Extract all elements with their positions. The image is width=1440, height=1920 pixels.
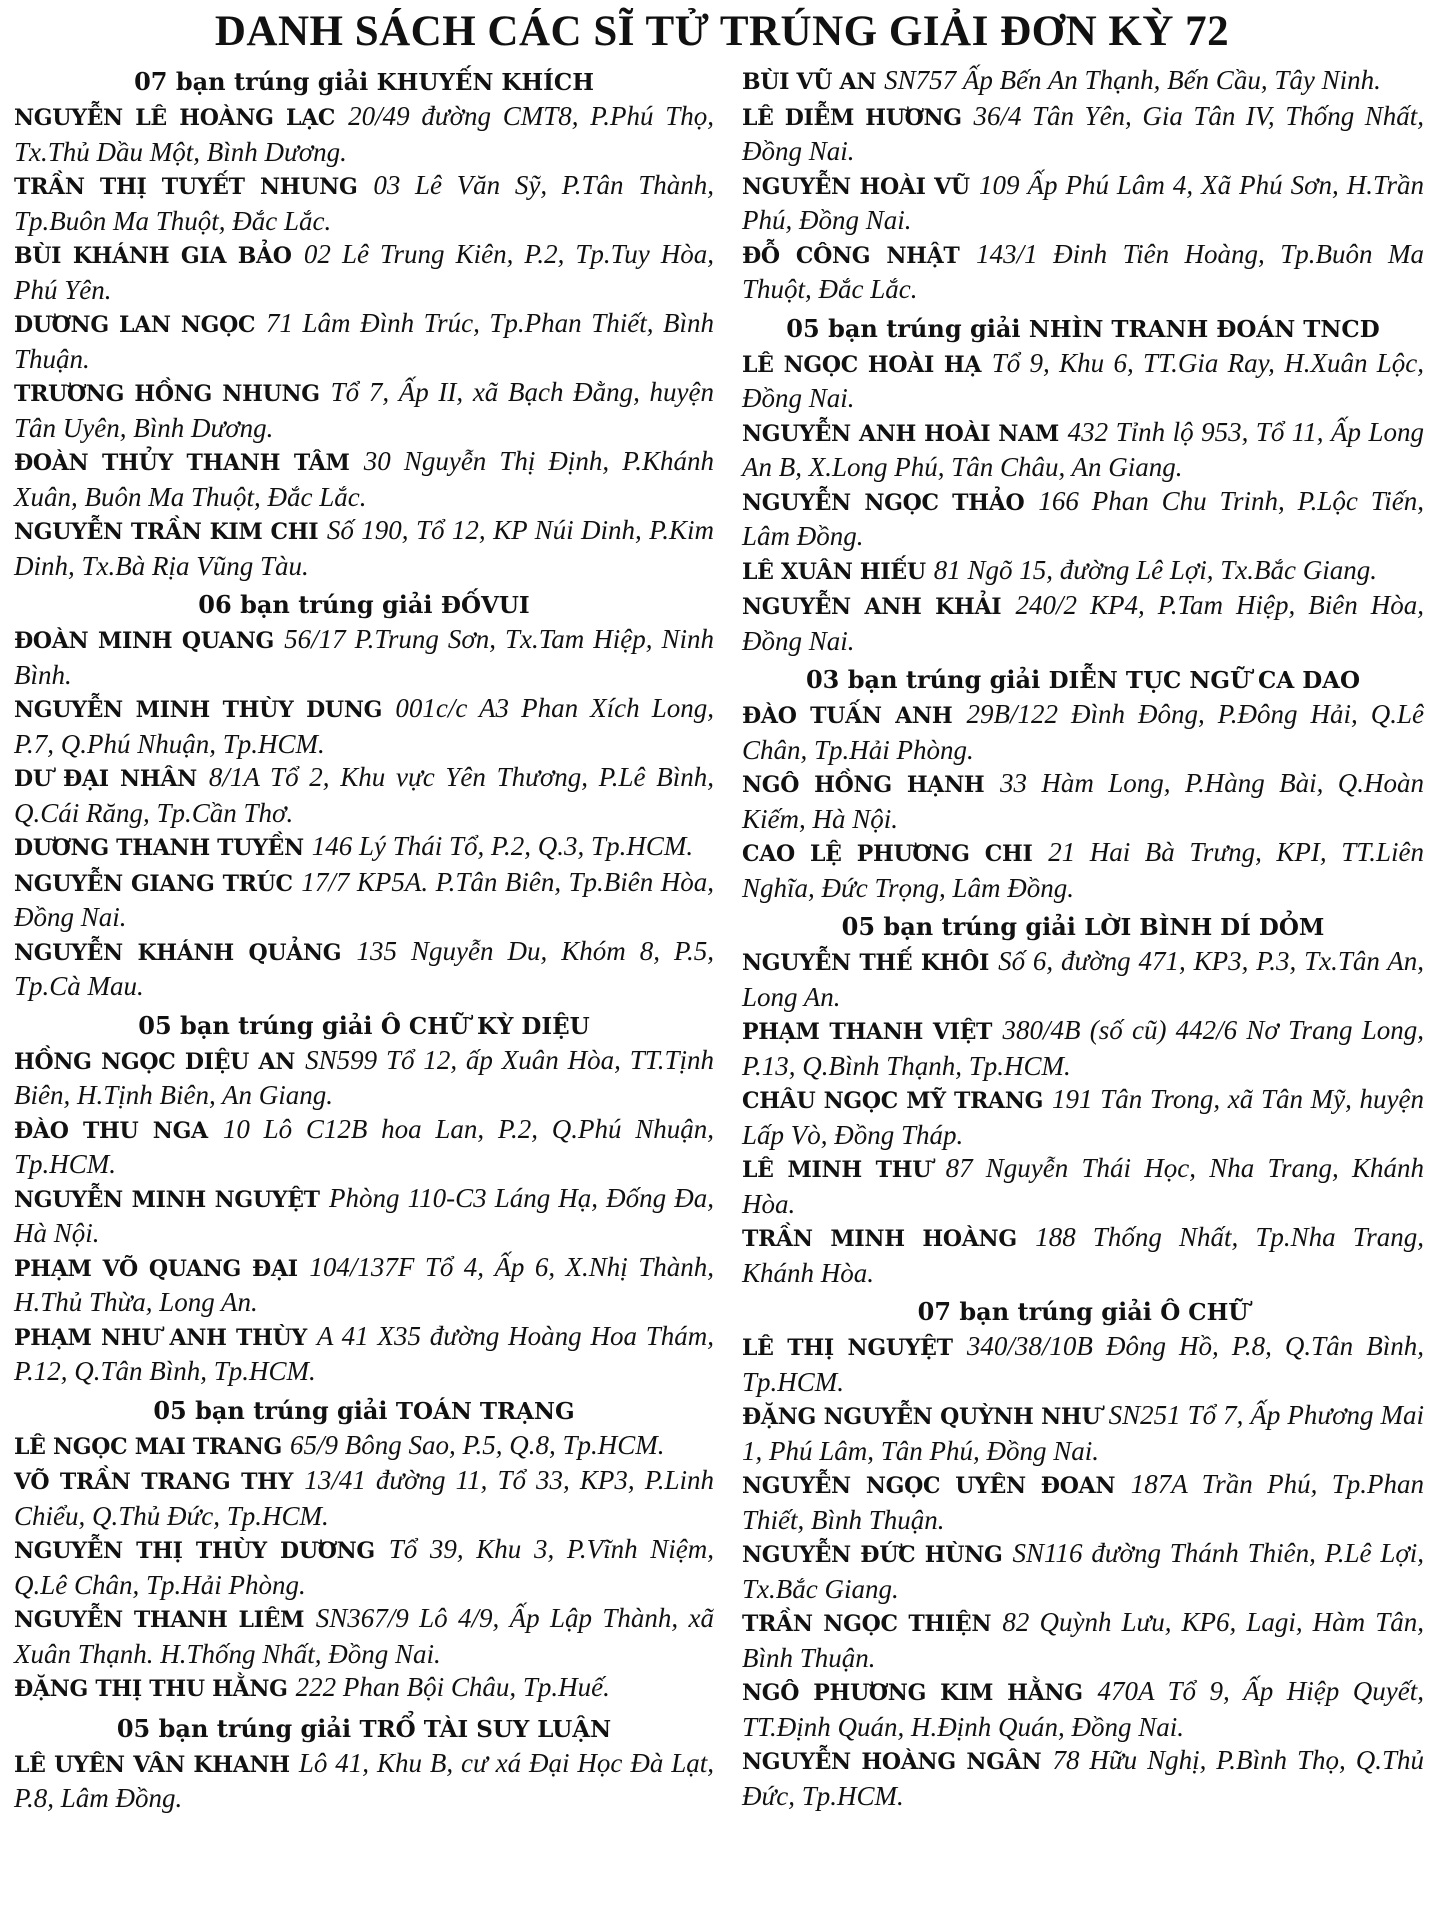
winner-name: PHẠM VÕ QUANG ĐẠI (14, 1255, 298, 1282)
winner-address: 470A Tổ 9, Ấp Hiệp Quyết, TT.Định Quán, H.Định Quán, Đồng Nai. (742, 1676, 1424, 1742)
winner-name: NGUYỄN NGỌC THẢO (742, 489, 1025, 516)
section-heading (742, 1296, 1424, 1329)
winner-address: 10 Lô C12B hoa Lan, P.2, Q.Phú Nhuận, Tp.HCM. (14, 1113, 715, 1179)
winner-address: SN116 đường Thánh Thiên, P.Lê Lợi, Tx.Bắc Giang. (742, 1538, 1424, 1604)
winner-entry (14, 623, 714, 692)
winner-address: SN367/9 Lô 4/9, Ấp Lập Thành, xã Xuân Thạnh. H.Thống Nhất, Đồng Nai. (14, 1603, 714, 1669)
winner-name: NGUYỄN LÊ HOÀNG LẠC (14, 105, 336, 131)
winner-entry (742, 1606, 1424, 1675)
winner-address: 36/4 Tân Yên, Gia Tân IV, Thống Nhất, Đồng Nai. (742, 100, 1424, 166)
winner-name: ĐOÀN MINH QUANG (14, 628, 274, 654)
winner-name: LÊ XUÂN HIẾU (742, 558, 926, 585)
winner-address: Số 190, Tổ 12, KP Núi Dinh, P.Kim Dinh, Tx.Bà Rịa Vũng Tàu. (14, 515, 714, 581)
winner-entry (742, 554, 1424, 590)
winner-count: 05 (841, 912, 876, 941)
winner-count: 07 (134, 67, 168, 96)
winner-address: 109 Ấp Phú Lâm 4, Xã Phú Sơn, H.Trần Phú, Đồng Nai. (742, 169, 1424, 235)
winner-address: 380/4B (số cũ) 442/6 Nơ Trang Long, P.13, Q.Bình Thạnh, Tp.HCM. (742, 1015, 1425, 1081)
winner-entry (742, 1152, 1424, 1221)
prize-label: bạn trúng giải (180, 1010, 373, 1040)
winner-address: 03 Lê Văn Sỹ, P.Tân Thành, Tp.Buôn Ma Thuột, Đắc Lắc. (14, 170, 715, 236)
winner-entry (14, 1464, 714, 1533)
winner-address: 187A Trần Phú, Tp.Phan Thiết, Bình Thuận. (742, 1469, 1424, 1535)
winner-address: 65/9 Bông Sao, P.5, Q.8, Tp.HCM. (289, 1429, 665, 1460)
winner-entry (14, 307, 714, 376)
winner-name: ĐẶNG NGUYỄN QUỲNH NHƯ (742, 1404, 1101, 1430)
winner-address: SN251 Tổ 7, Ấp Phương Mai 1, Phú Lâm, Tân Phú, Đồng Nai. (742, 1400, 1425, 1466)
winner-name: ĐÀO TUẤN ANH (742, 703, 953, 729)
winner-name: NGUYỄN MINH THÙY DUNG (14, 697, 383, 723)
winner-entry (742, 169, 1424, 238)
winner-name: LÊ NGỌC HOÀI HẠ (742, 351, 982, 378)
prize-section (14, 589, 714, 1004)
winner-entry (14, 169, 714, 238)
winner-count: 06 (198, 590, 232, 619)
winner-address: Số 6, đường 471, KP3, P.3, Tx.Tân An, Long An. (742, 946, 1424, 1012)
winner-address: 104/137F Tổ 4, Ấp 6, X.Nhị Thành, H.Thủ Thừa, Long An. (14, 1251, 714, 1317)
winner-entry (14, 1182, 714, 1251)
winner-name: TRẦN THỊ TUYẾT NHUNG (14, 174, 358, 200)
winner-address: 166 Phan Chu Trinh, P.Lộc Tiến, Lâm Đồng. (742, 485, 1424, 551)
prize-category: KHUYẾN KHÍCH (376, 69, 594, 96)
section-heading (742, 313, 1424, 346)
column-right (742, 64, 1424, 1822)
winner-name: CHÂU NGỌC MỸ TRANG (742, 1088, 1044, 1114)
winner-address: 13/41 đường 11, Tổ 33, KP3, P.Linh Chiểu, Q.Thủ Đức, Tp.HCM. (14, 1465, 714, 1531)
winner-address: Phòng 110-C3 Láng Hạ, Đống Đa, Hà Nội. (14, 1182, 714, 1248)
section-heading (14, 1713, 714, 1746)
winner-address: 432 Tỉnh lộ 953, Tổ 11, Ấp Long An B, X.Long Phú, Tân Châu, An Giang. (742, 416, 1424, 482)
winner-entry (14, 1044, 714, 1113)
prize-section (742, 664, 1424, 905)
winner-entry (14, 1251, 714, 1320)
winner-entry (14, 1533, 714, 1602)
prize-section (14, 1010, 714, 1389)
winner-entry (14, 376, 714, 445)
winner-address: 21 Hai Bà Trưng, KPI, TT.Liên Nghĩa, Đức Trọng, Lâm Đồng. (742, 837, 1424, 903)
winner-name: ĐỖ CÔNG NHẬT (742, 242, 960, 269)
winner-address: Tổ 39, Khu 3, P.Vĩnh Niệm, Q.Lê Chân, Tp.Hải Phòng. (14, 1534, 715, 1600)
winner-address: 78 Hữu Nghị, P.Bình Thọ, Q.Thủ Đức, Tp.HCM. (742, 1745, 1424, 1811)
winner-address: 240/2 KP4, P.Tam Hiệp, Biên Hòa, Đồng Nai. (742, 590, 1425, 656)
prize-category: ĐỐVUI (440, 592, 530, 619)
winner-address: 87 Nguyễn Thái Học, Nha Trang, Khánh Hòa. (742, 1153, 1425, 1219)
winner-name: LÊ DIỄM HƯƠNG (742, 104, 962, 131)
winner-address: 340/38/10B Đông Hồ, P.8, Q.Tân Bình, Tp.HCM. (742, 1331, 1424, 1397)
winner-name: NGUYỄN TRẦN KIM CHI (14, 519, 319, 545)
winner-name: ĐẶNG THỊ THU HẰNG (14, 1676, 288, 1702)
winner-entry (742, 1221, 1424, 1290)
winner-entry (14, 761, 714, 830)
winner-address: 33 Hàm Long, P.Hàng Bài, Q.Hoàn Kiếm, Hà Nội. (742, 768, 1425, 834)
winner-entry (14, 830, 714, 866)
winner-name: NGUYỄN NGỌC UYÊN ĐOAN (742, 1473, 1116, 1499)
winner-entry (14, 1320, 714, 1389)
winner-entry (742, 1468, 1424, 1537)
winner-name: ĐÀO THU NGA (14, 1117, 208, 1144)
winner-name: NGUYỄN ĐỨC HÙNG (742, 1542, 1003, 1568)
winner-name: NGUYỄN MINH NGUYỆT (14, 1186, 320, 1213)
winner-address: 82 Quỳnh Lưu, KP6, Lagi, Hàm Tân, Bình Thuận. (742, 1607, 1424, 1673)
page-title: DANH SÁCH CÁC SĨ TỬ TRÚNG GIẢI ĐƠN KỲ 72 (214, 8, 1230, 55)
winner-name: NGUYỄN ANH KHẢI (742, 594, 1002, 620)
prize-label: bạn trúng giải (883, 912, 1076, 941)
winner-address: 17/7 KP5A. P.Tân Biên, Tp.Biên Hòa, Đồng Nai. (14, 866, 715, 932)
winner-name: TRẦN NGỌC THIỆN (742, 1611, 992, 1637)
winner-entry (14, 1671, 714, 1707)
winner-name: NGUYỄN THANH LIÊM (14, 1607, 305, 1633)
winner-count: 03 (805, 665, 840, 694)
winner-name: NGUYỄN HOÀI VŨ (742, 173, 970, 200)
winner-address: 191 Tân Trong, xã Tân Mỹ, huyện Lấp Vò, Đồng Tháp. (742, 1084, 1425, 1150)
section-heading (742, 664, 1424, 697)
winner-address: 188 Thống Nhất, Tp.Nha Trang, Khánh Hòa. (742, 1222, 1425, 1288)
winner-entry (742, 1675, 1424, 1744)
prize-category: NHÌN TRANH ĐOÁN TNCD (1028, 315, 1380, 343)
winner-entry (742, 1744, 1424, 1813)
columns (14, 64, 1430, 1822)
prize-label: bạn trúng giải (828, 313, 1021, 343)
winner-name: NGUYỄN HOÀNG NGÂN (742, 1749, 1042, 1775)
winner-entry (742, 1399, 1424, 1468)
winner-name: CAO LỆ PHƯƠNG CHI (742, 841, 1033, 867)
winner-entry (742, 945, 1424, 1014)
prize-section (14, 1395, 714, 1707)
winner-name: NGUYỄN THẾ KHÔI (742, 950, 989, 976)
winner-entry (14, 866, 714, 935)
section-heading (14, 1395, 714, 1428)
winner-count: 05 (786, 313, 820, 343)
winner-entry (14, 445, 714, 514)
winner-name: LÊ NGỌC MAI TRANG (14, 1433, 283, 1460)
winner-address: 56/17 P.Trung Sơn, Tx.Tam Hiệp, Ninh Bình. (14, 624, 714, 690)
winner-entry (742, 1083, 1424, 1152)
winner-address: Tổ 7, Ấp II, xã Bạch Đằng, huyện Tân Uyên, Bình Dương. (14, 377, 714, 443)
prize-label: bạn trúng giải (847, 665, 1041, 694)
winner-entry (742, 767, 1424, 836)
winner-name: TRƯƠNG HỒNG NHUNG (14, 381, 320, 407)
winner-address: 71 Lâm Đình Trúc, Tp.Phan Thiết, Bình Thuận. (14, 308, 714, 374)
winner-entry (742, 1537, 1424, 1606)
winner-address: 20/49 đường CMT8, P.Phú Thọ, Tx.Thủ Dầu Một, Bình Dương. (14, 101, 714, 167)
prize-category: DIỄN TỤC NGỮ CA DAO (1048, 667, 1361, 694)
winner-count: 05 (153, 1395, 187, 1425)
winner-name: NGÔ HỒNG HẠNH (742, 772, 985, 798)
prize-category: LỜI BÌNH DÍ DỎM (1084, 914, 1325, 941)
winner-entry (14, 935, 714, 1004)
winner-entry (742, 416, 1424, 485)
winner-address: 143/1 Đinh Tiên Hoàng, Tp.Buôn Ma Thuột, Đắc Lắc. (742, 238, 1424, 304)
winner-entry (14, 1113, 714, 1182)
winner-name: HỒNG NGỌC DIỆU AN (14, 1048, 296, 1075)
winner-name: LÊ MINH THƯ (742, 1157, 932, 1183)
column-left (14, 64, 714, 1822)
winner-name: BÙI VŨ AN (742, 69, 877, 95)
winner-address: 29B/122 Đình Đông, P.Đông Hải, Q.Lê Chân, Tp.Hải Phòng. (742, 699, 1424, 765)
prize-label: bạn trúng giải (240, 590, 433, 619)
prize-label: bạn trúng giải (158, 1713, 352, 1743)
winner-entry (742, 589, 1424, 658)
prize-section (742, 911, 1424, 1290)
winner-entry (742, 698, 1424, 767)
prize-section (14, 66, 714, 583)
winner-address: 81 Ngõ 15, đường Lê Lợi, Tx.Bắc Giang. (933, 554, 1378, 585)
prize-section (742, 1296, 1424, 1813)
winner-name: NGUYỄN THỊ THÙY DƯƠNG (14, 1538, 375, 1564)
winner-entry (742, 100, 1424, 169)
prize-category: Ô CHỮ (1160, 1299, 1249, 1326)
winner-address: Lô 41, Khu B, cư xá Đại Học Đà Lạt, P.8, Lâm Đồng. (14, 1747, 714, 1813)
winner-name: NGUYỄN KHÁNH QUẢNG (14, 939, 342, 966)
prize-category: Ô CHỮ KỲ DIỆU (380, 1012, 590, 1040)
winner-name: PHẠM NHƯ ANH THÙY (14, 1324, 307, 1351)
winner-address: 8/1A Tổ 2, Khu vực Yên Thương, P.Lê Bình, Q.Cái Răng, Tp.Cần Thơ. (14, 762, 714, 828)
winner-entry (14, 1747, 714, 1816)
winner-entry (742, 485, 1424, 554)
winner-address: Tổ 9, Khu 6, TT.Gia Ray, H.Xuân Lộc, Đồng Nai. (742, 347, 1425, 413)
prize-label: bạn trúng giải (959, 1297, 1152, 1326)
prize-section (14, 1713, 714, 1816)
winner-entry (742, 836, 1424, 905)
winner-address: SN599 Tổ 12, ấp Xuân Hòa, TT.Tịnh Biên, H.Tịnh Biên, An Giang. (14, 1044, 714, 1110)
winner-count: 05 (138, 1010, 172, 1040)
winner-entry (742, 64, 1424, 100)
winner-entry (14, 1602, 714, 1671)
winner-entry (14, 1429, 714, 1465)
winner-name: NGUYỄN GIANG TRÚC (14, 870, 293, 897)
winner-address: A 41 X35 đường Hoàng Hoa Thám, P.12, Q.Tân Bình, Tp.HCM. (14, 1320, 714, 1386)
winner-address: 30 Nguyễn Thị Định, P.Khánh Xuân, Buôn Ma Thuột, Đắc Lắc. (14, 446, 715, 512)
winner-name: LÊ UYÊN VÂN KHANH (14, 1751, 290, 1778)
prize-label: bạn trúng giải (175, 67, 369, 96)
winner-name: DƯƠNG THANH TUYỀN (14, 835, 304, 861)
winner-address: 222 Phan Bội Châu, Tp.Huế. (295, 1672, 610, 1702)
section-heading (14, 589, 714, 622)
winner-address: 001c/c A3 Phan Xích Long, P.7, Q.Phú Nhuận, Tp.HCM. (14, 693, 714, 759)
winner-address: SN757 Ấp Bến An Thạnh, Bến Cầu, Tây Ninh. (884, 65, 1381, 95)
prize-section (742, 64, 1424, 307)
winner-entry (14, 692, 714, 761)
winner-address: 02 Lê Trung Kiên, P.2, Tp.Tuy Hòa, Phú Yên. (14, 239, 714, 305)
winner-name: VÕ TRẦN TRANG THY (14, 1469, 294, 1495)
winner-address: 135 Nguyễn Du, Khóm 8, P.5, Tp.Cà Mau. (14, 935, 714, 1001)
winner-address: 146 Lý Thái Tổ, P.2, Q.3, Tp.HCM. (311, 831, 694, 861)
winner-name: DƯ ĐẠI NHÂN (14, 766, 197, 792)
winner-name: ĐOÀN THỦY THANH TÂM (14, 450, 350, 476)
winner-name: NGÔ PHƯƠNG KIM HẰNG (742, 1680, 1083, 1706)
prize-section (742, 313, 1424, 659)
winner-entry (742, 347, 1424, 416)
winner-name: NGUYỄN ANH HOÀI NAM (742, 420, 1059, 447)
winner-name: LÊ THỊ NGUYỆT (742, 1335, 953, 1361)
section-heading (742, 911, 1424, 944)
winner-entry (742, 1014, 1424, 1083)
winner-entry (742, 1330, 1424, 1399)
winner-entry (14, 100, 714, 169)
winner-entry (742, 238, 1424, 307)
winner-count: 07 (917, 1297, 952, 1326)
winner-name: PHẠM THANH VIỆT (742, 1019, 993, 1045)
section-heading (14, 1010, 714, 1043)
section-heading (14, 66, 714, 99)
winner-name: TRẦN MINH HOÀNG (742, 1226, 1017, 1252)
winner-name: BÙI KHÁNH GIA BẢO (14, 243, 292, 269)
prize-category: TOÁN TRẠNG (395, 1397, 575, 1425)
winner-entry (14, 514, 714, 583)
prize-category: TRỔ TÀI SUY LUẬN (359, 1715, 612, 1743)
winner-name: DƯƠNG LAN NGỌC (14, 312, 256, 338)
prize-label: bạn trúng giải (195, 1395, 388, 1425)
winner-entry (14, 238, 714, 307)
winner-count: 05 (116, 1713, 151, 1743)
